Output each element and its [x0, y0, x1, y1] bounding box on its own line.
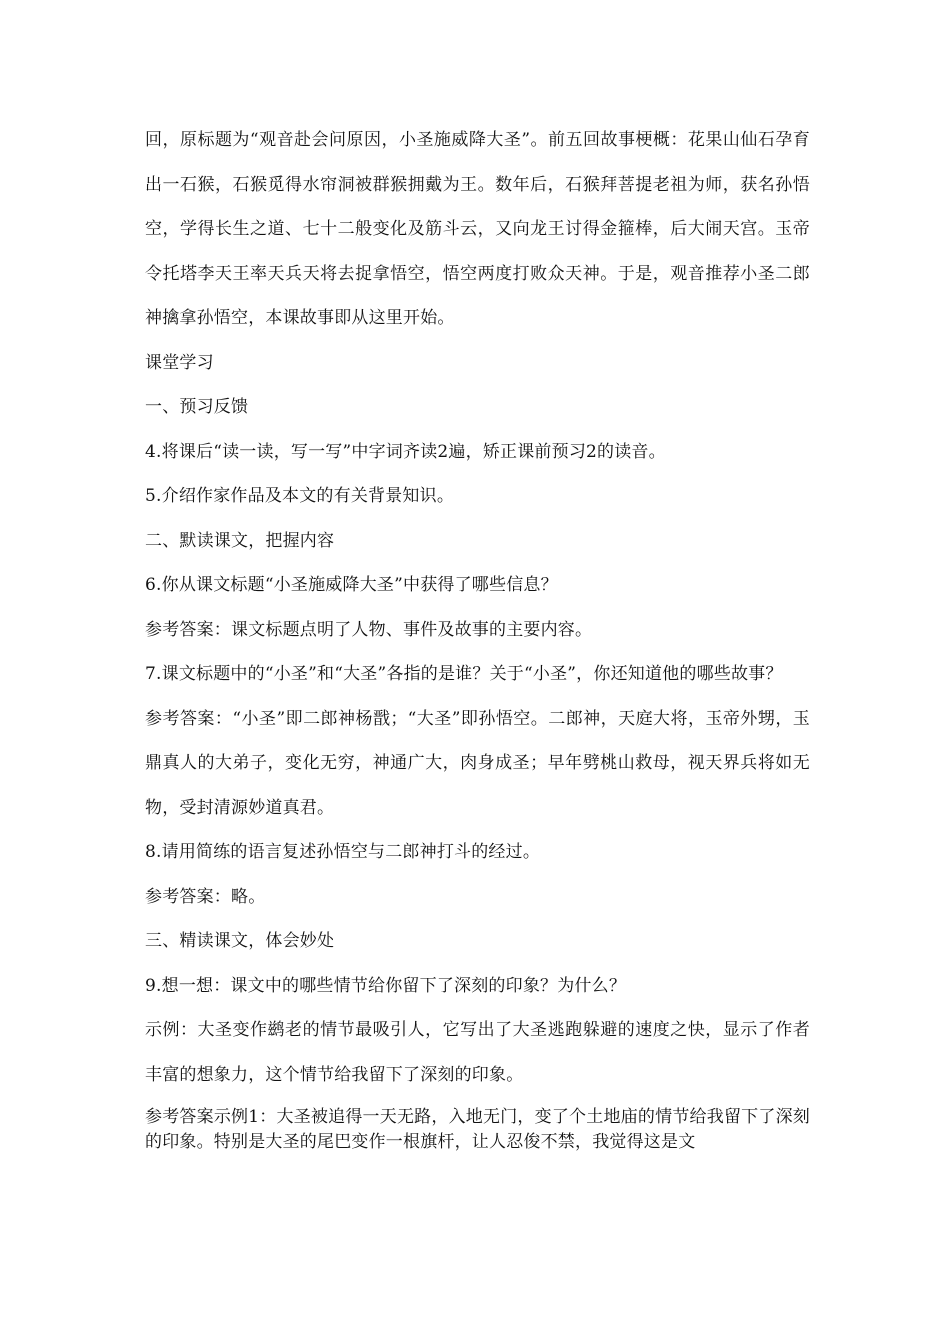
document-page — [145, 118, 810, 1155]
heading-preview-feedback: 一、预习反馈 — [145, 397, 249, 417]
question-8: 8.请用简练的语言复述孙悟空与二郎神打斗的经过。 — [145, 842, 541, 862]
answer-9-example-1: 参考答案示例1：大圣被追得一天无路，入地无门，变了个土地庙的情节给我留下了深刻的印象。特别是大圣的尾巴变作一根旗杆，让人忍俊不禁，我觉得这是文 — [145, 1107, 810, 1152]
intro-paragraph: 回，原标题为“观音赴会问原因，小圣施威降大圣”。前五回故事梗概：花果山仙石孕育出一石猴，石猴觅得水帘洞被群猴拥戴为王。数年后，石猴拜菩提老祖为师，获名孙悟空，学得长生之道、七十二般变化及筋斗云，又向龙王讨得金箍棒，后大闹天宫。玉帝令托塔李天王率天兵天将去捉拿悟空，悟空两度打败众天神。于是，观音推荐小圣二郎神擒拿孙悟空，本课故事即从这里开始。 — [145, 130, 810, 328]
heading-close-reading: 三、精读课文，体会妙处 — [145, 931, 335, 951]
spacer — [145, 1097, 810, 1105]
answer-8: 参考答案：略。 — [145, 886, 266, 907]
question-7: 7.课文标题中的“小圣”和“大圣”各指的是谁？关于“小圣”，你还知道他的哪些故事？ — [145, 664, 783, 684]
answer-6: 参考答案：课文标题点明了人物、事件及故事的主要内容。 — [145, 619, 593, 640]
heading-silent-reading: 二、默读课文，把握内容 — [145, 530, 335, 551]
answer-7: 参考答案：“小圣”即二郎神杨戬；“大圣”即孙悟空。二郎神，天庭大将，玉帝外甥，玉鼎真人的大弟子，变化无穷，神通广大，肉身成圣；早年劈桃山救母，视天界兵将如无物，受封清源妙道真君。 — [145, 708, 810, 818]
section-classroom-learning: 课堂学习 — [145, 352, 214, 373]
question-9: 9.想一想：课文中的哪些情节给你留下了深刻的印象？为什么？ — [145, 975, 627, 996]
question-4: 4.将课后“读一读，写一写”中字词齐读2遍，矫正课前预习2的读音。 — [145, 441, 666, 462]
example-9: 示例：大圣变作鹚老的情节最吸引人，它写出了大圣逃跑躲避的速度之快，显示了作者丰富的想象力，这个情节给我留下了深刻的印象。 — [145, 1020, 810, 1085]
question-6: 6.你从课文标题“小圣施威降大圣”中获得了哪些信息？ — [145, 575, 558, 595]
question-5: 5.介绍作家作品及本文的有关背景知识。 — [145, 486, 455, 506]
